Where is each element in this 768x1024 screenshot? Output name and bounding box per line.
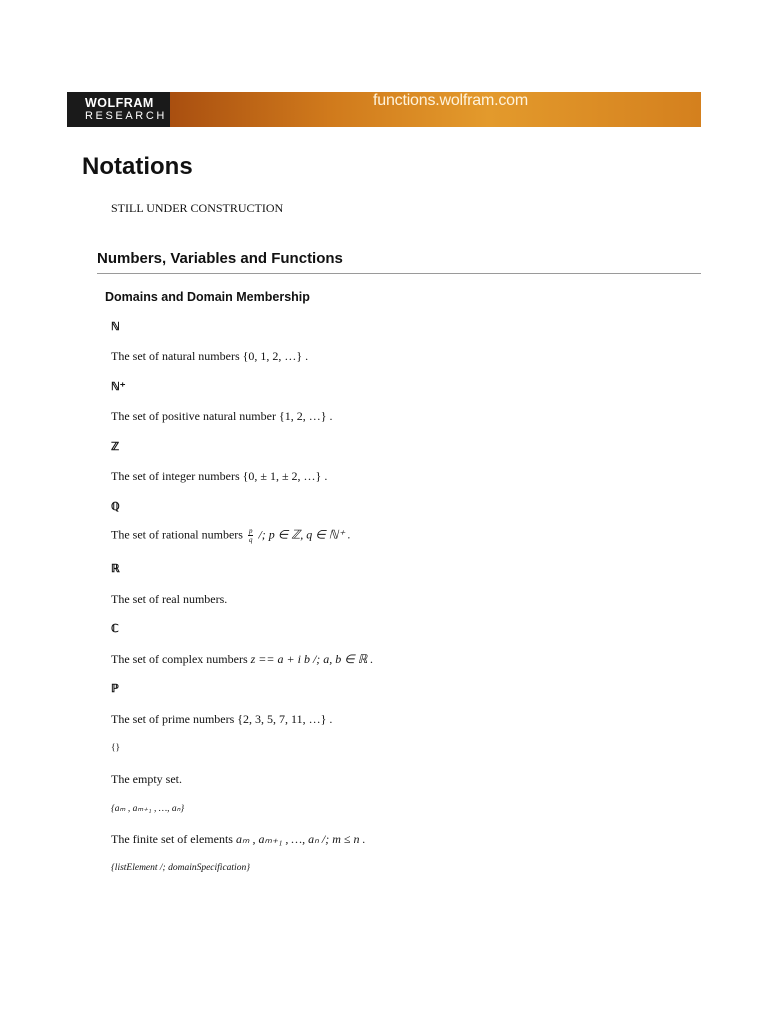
rational-fraction — [248, 527, 254, 544]
fraction-denominator: q — [248, 536, 253, 544]
prime-symbol: ℙ — [111, 683, 119, 695]
natural-numbers-symbol: ℕ — [111, 321, 120, 333]
complex-desc-prefix: The set of complex numbers — [111, 652, 251, 666]
logo-wolfram-text: WOLFRAM — [85, 96, 154, 110]
logo-research-text: RESEARCH — [85, 110, 167, 122]
real-symbol: ℝ — [111, 563, 120, 575]
prime-desc: The set of prime numbers {2, 3, 5, 7, 11, …} . — [111, 712, 333, 726]
empty-set-symbol: {} — [111, 743, 121, 753]
integer-desc: The set of integer numbers {0, ± 1, ± 2, …} . — [111, 469, 328, 483]
section-title: Numbers, Variables and Functions — [97, 250, 343, 267]
complex-symbol: ℂ — [111, 623, 119, 635]
positive-natural-desc: The set of positive natural number {1, 2, …} . — [111, 409, 333, 423]
section-divider — [97, 273, 701, 274]
site-url-link[interactable]: functions.wolfram.com — [373, 92, 528, 109]
complex-desc — [111, 652, 373, 667]
rational-desc-prefix: The set of rational numbers — [111, 527, 246, 542]
fraction-numerator: p — [248, 527, 253, 535]
finite-desc-prefix: The finite set of elements — [111, 832, 236, 846]
wolfram-research-logo[interactable] — [67, 92, 170, 127]
rational-desc — [111, 527, 351, 544]
finite-set-desc — [111, 832, 365, 847]
integer-symbol: ℤ — [111, 441, 120, 453]
rational-symbol: ℚ — [111, 501, 120, 513]
list-element-symbol — [111, 863, 250, 873]
page-title: Notations — [82, 153, 193, 180]
list-element-symbol-text: {listElement /; domainSpecification} — [111, 863, 250, 873]
construction-note: STILL UNDER CONSTRUCTION — [111, 201, 284, 215]
natural-numbers-desc: The set of natural numbers {0, 1, 2, …} . — [111, 349, 309, 363]
subsection-title: Domains and Domain Membership — [105, 290, 310, 304]
banner-gradient — [170, 92, 701, 127]
finite-set-symbol-text: {aₘ , aₘ₊₁ , …, aₙ} — [111, 804, 185, 814]
rational-desc-suffix: /; p ∈ ℤ, q ∈ ℕ⁺ . — [255, 527, 351, 542]
real-desc: The set of real numbers. — [111, 592, 228, 606]
positive-natural-symbol: ℕ⁺ — [111, 381, 126, 393]
header-banner — [67, 92, 701, 127]
finite-set-symbol — [111, 803, 184, 814]
complex-desc-math: z == a + i b /; a, b ∈ ℝ . — [250, 652, 374, 666]
finite-desc-math: aₘ , aₘ₊₁ , …, aₙ /; m ≤ n . — [235, 832, 366, 846]
empty-set-desc: The empty set. — [111, 772, 182, 786]
